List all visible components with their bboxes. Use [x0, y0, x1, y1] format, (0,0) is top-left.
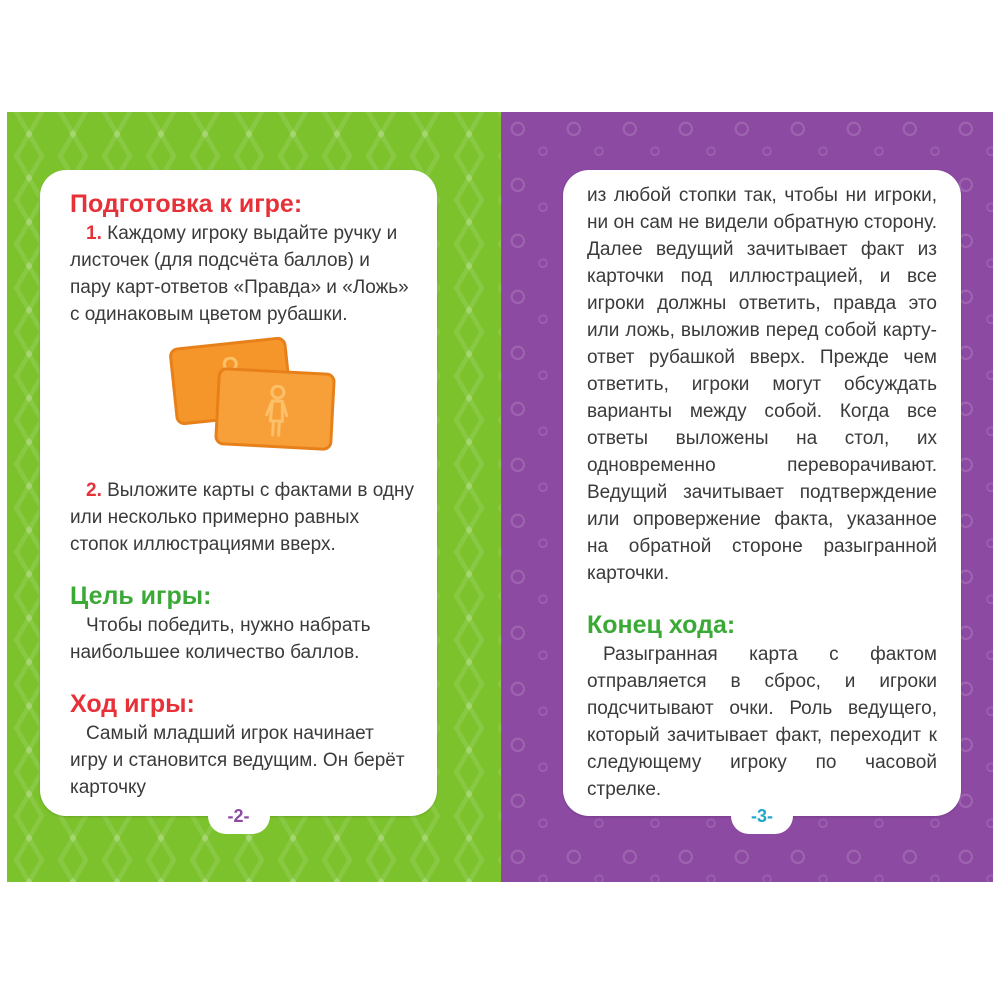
end-of-turn-paragraph: Разыгранная карта с фактом отправляется в сброс, и игроки подсчитывают очки. Роль ведущего, который зачитывает факт, переходит к следующему игроку по часовой стрелке.	[587, 644, 937, 800]
person-silhouette-icon	[259, 384, 294, 440]
right-card-content	[587, 182, 937, 803]
right-page	[501, 112, 993, 882]
heading-preparation: Подготовка к игре:	[70, 190, 303, 218]
step-2-paragraph	[70, 477, 415, 558]
answer-cards-illustration	[70, 336, 415, 461]
gameplay-continued-paragraph: из любой стопки так, чтобы ни игроки, ни он сам не видели обратную сторону. Далее ведущий зачитывает факт из карточки под иллюстрацией, и все игроки должны ответить, правда это или ложь, выложив перед собой карту-ответ рубашкой вверх. Прежде чем ответить, игроки могут обсуждать варианты между собой. Когда все ответы выложены на стол, их одновременно переворачивают. Ведущий зачитывает подтверждение или опровержение факта, указанное на обратной стороне разыгранной карточки.	[587, 185, 937, 584]
step-1-number: 1.	[86, 223, 102, 244]
goal-paragraph: Чтобы победить, нужно набрать наибольшее количество баллов.	[70, 615, 371, 663]
step-2-number: 2.	[86, 480, 102, 501]
step-1-text: Каждому игроку выдайте ручку и листочек (для подсчёта баллов) и пару карт-ответов «Правда» и «Ложь» с одинаковым цветом рубашки.	[70, 223, 409, 325]
heading-end-of-turn: Конец хода:	[587, 611, 736, 639]
left-page	[7, 112, 501, 882]
gameplay-paragraph: Самый младший игрок начинает игру и становится ведущим. Он берёт карточку	[70, 723, 405, 798]
heading-goal: Цель игры:	[70, 582, 212, 610]
left-card-content	[70, 188, 415, 801]
heading-gameplay: Ход игры:	[70, 690, 195, 718]
page-number-right: -3-	[731, 798, 793, 834]
page-number-left: -2-	[208, 798, 270, 834]
left-rules-card	[40, 170, 437, 826]
booklet-spread	[7, 112, 993, 882]
step-1-paragraph	[70, 220, 415, 328]
right-rules-card	[563, 170, 961, 826]
answer-card-front-icon	[214, 367, 336, 451]
step-2-text: Выложите карты с фактами в одну или несколько примерно равных стопок иллюстрациями вверх.	[70, 480, 414, 555]
